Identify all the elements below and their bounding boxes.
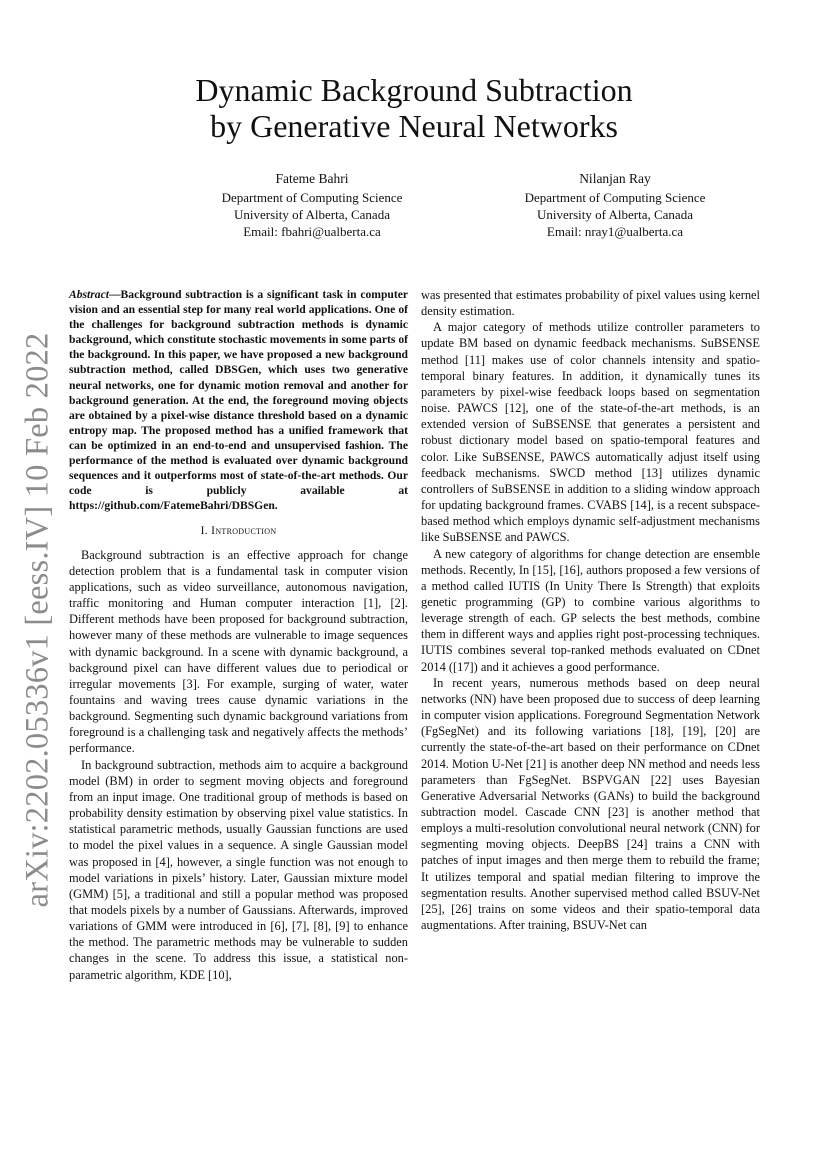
section-title: Introduction	[211, 524, 277, 538]
arxiv-watermark-text: arXiv:2202.05336v1 [eess.IV] 10 Feb 2022	[19, 332, 56, 908]
author-name: Fateme Bahri	[275, 171, 349, 186]
body-paragraph: Background subtraction is an effective approach for change detection problem that is a fundamental task in computer vision applications, such as video surveillance, autonomous navigation, traffic monitoring and Human computer interaction [1], [2]. Different methods have been proposed for background subtraction, however many of these methods are vulnerable to image sequences with dynamic background. In a scene with dynamic background, a background pixel can have different values due to periodical or irregular movements [3]. For example, surging of water, water fountains and waving trees cause dynamic variations in the background. Segmenting such dynamic background variations from foreground is a challenging task and negatively affects the methods’ performance.	[69, 547, 408, 756]
abstract-text: —Background subtraction is a significant task in computer vision and an essential step for many real world applications. One of the challenges for background subtraction methods is dynamic background, which constitute stochastic movements in some parts of the background. In this paper, we have proposed a new background subtraction method, called DBSGen, which uses two generative neural networks, one for dynamic motion removal and another for background generation. At the end, the foreground moving objects are obtained by a pixel-wise distance threshold based on a dynamic entropy map. The proposed method has a unified framework that can be optimized in an end-to-end and unsupervised fashion. The performance of the method is evaluated over dynamic background sequences and it outperforms most of state-of-the-art methods. Our code is publicly available at https://github.com/FatemeBahri/DBSGen.	[69, 288, 408, 513]
author-block-1	[162, 170, 462, 240]
author-university: University of Alberta, Canada	[537, 207, 693, 222]
arxiv-watermark	[18, 332, 58, 908]
body-paragraph: A major category of methods utilize controller parameters to update BM based on dynamic feedback mechanisms. SuBSENSE method [11] makes use of color channels intensity and spatio-temporal binary features. In addition, it dynamically tunes its parameters by pixel-wise feedback loops based on segmentation noise. PAWCS [12], one of the state-of-the-art methods, is an extended version of SuBSENSE that generates a persistent and robust dictionary model based on spatio-temporal features and color. Like SuBSENSE, PAWCS automatically adjust itself using feedback mechanisms. SWCD method [13] utilizes dynamic controllers of SuBSENSE in addition to a sliding window approach for updating background frames. CVABS [14], is a recent subspace-based method which employs dynamic self-adjustment mechanisms like SuBSENSE and PAWCS.	[421, 320, 760, 545]
body-paragraph: A new category of algorithms for change detection are ensemble methods. Recently, In [15], [16], authors proposed a few versions of a method called IUTIS (In Unity There Is Strength) that exploits genetic programming (GP) to combine various algorithms to leverage strength of each. GP selects the best methods, combine them in different ways and applies right post-processing techniques. IUTIS combines several top-ranked methods evaluated on CDnet 2014 ([17]) and it achieves a good performance.	[421, 546, 760, 674]
author-email[interactable]: Email: nray1@ualberta.ca	[546, 224, 684, 239]
title-line-2: by Generative Neural Networks	[210, 108, 618, 144]
author-university: University of Alberta, Canada	[234, 207, 390, 222]
author-department: Department of Computing Science	[221, 190, 403, 205]
body-paragraph: In background subtraction, methods aim to acquire a background model (BM) in order to segment moving objects and foreground from an input image. One traditional group of methods is based on probability density estimation by observing pixel value statistics. In statistical parametric methods, usually Gaussian functions are used to model the pixel values in a sequence. A single Gaussian model was proposed in [4], however, a single function was not enough to model variations in pixels’ history. Later, Gaussian mixture model (GMM) [5], a traditional and still a popular method was proposed that models pixels by a number of Gaussians. Afterwards, improved variations of GMM were introduced in [6], [7], [8], [9] to enhance the method. The parametric methods may be vulnerable to sudden changes in the scene. To address this issue, a statistical non-parametric algorithm, KDE [10],	[69, 757, 408, 982]
author-email[interactable]: Email: fbahri@ualberta.ca	[243, 224, 381, 239]
title-line-1: Dynamic Background Subtraction	[195, 72, 633, 108]
body-paragraph-continued: was presented that estimates probability of pixel values using kernel density estimation.	[421, 288, 760, 319]
right-column	[421, 287, 760, 933]
abstract	[69, 287, 408, 513]
section-number: I.	[200, 524, 212, 538]
left-column	[69, 287, 408, 983]
author-name: Nilanjan Ray	[579, 171, 651, 186]
body-paragraph: In recent years, numerous methods based on deep neural networks (NN) have been proposed due to success of deep learning in computer vision applications. Foreground Segmentation Network (FgSegNet) and its following variations [18], [19], [20] are currently the state-of-the-art based on their performance on CDnet 2014. Motion U-Net [21] is another deep NN method and needs less parameters than FgSegNet. BSPVGAN [22] uses Bayesian Generative Adversarial Networks (GANs) to build the background subtraction model. Cascade CNN [23] is another method that employs a multi-resolution convolutional neural network (CNN) for segmenting moving objects. DeepBS [24] trains a CNN with patches of input images and then merge them to rebuild the frame; It utilizes temporal and spatial median filtering to improve the segmentation results. Another supervised method called BSUV-Net [25], [26] trains on some videos and their spatio-temporal data augmentations. After training, BSUV-Net can	[421, 675, 760, 933]
author-department: Department of Computing Science	[524, 190, 706, 205]
section-heading-introduction	[69, 523, 408, 539]
paper-title	[0, 72, 828, 144]
author-block-2	[465, 170, 765, 240]
abstract-label: Abstract	[69, 288, 109, 301]
